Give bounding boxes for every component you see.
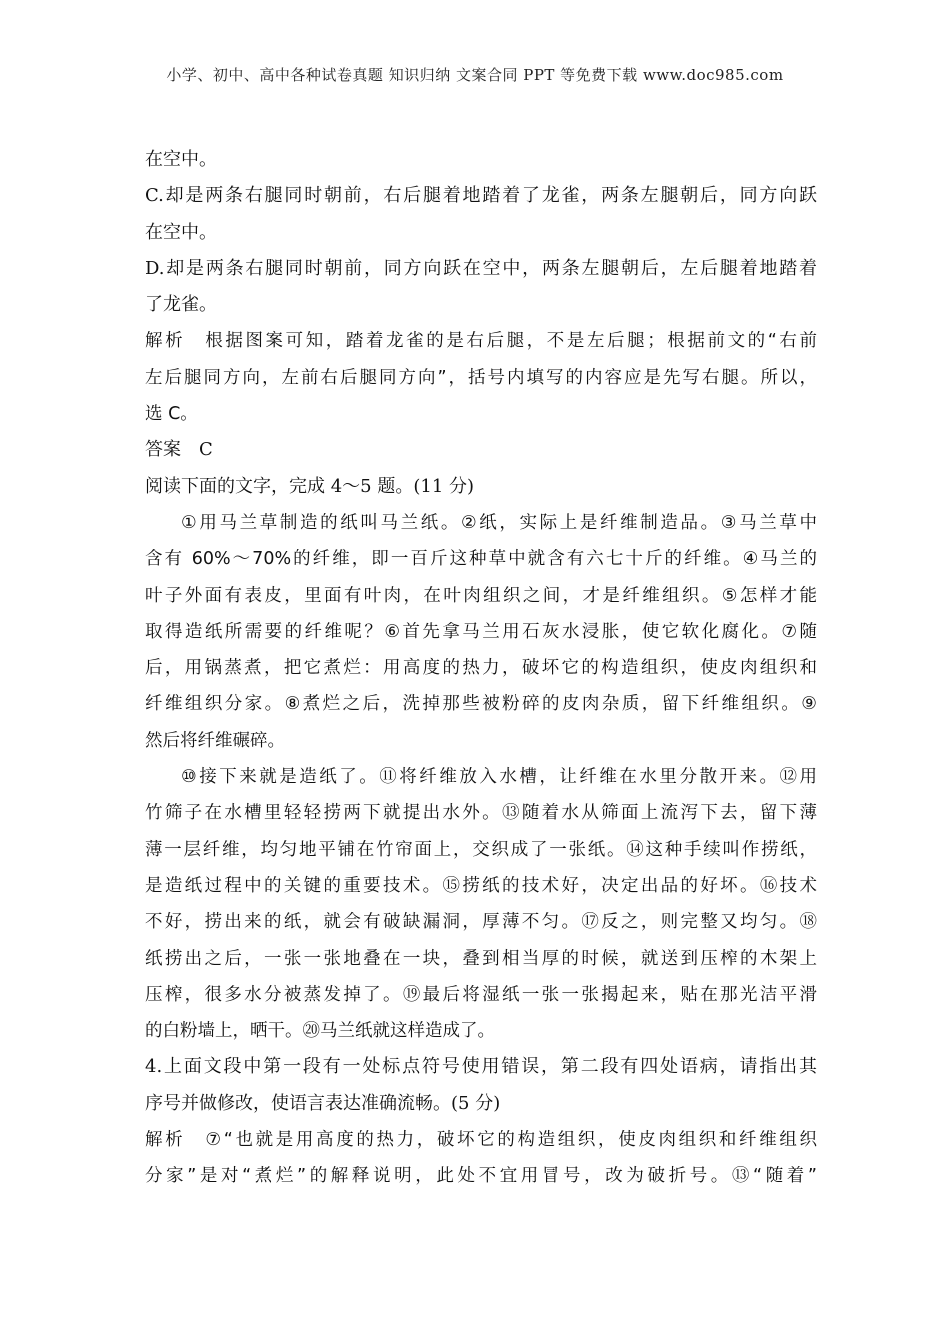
- text-line: 选 C。: [145, 404, 198, 425]
- text-line: 然后将纤维碾碎。: [145, 730, 285, 751]
- text-line: 含有 60%～70%的纤维，即一百斤这种草中就含有六七十斤的纤维。④马兰的: [145, 549, 817, 570]
- text-line: 序号并做修改，使语言表达准确流畅。(5 分): [145, 1092, 501, 1114]
- text-line: D.却是两条右腿同时朝前，同方向跃在空中，两条左腿朝后，左后腿着地踏着: [145, 257, 817, 279]
- text-line: 答案 C: [145, 439, 213, 461]
- text-line: 了龙雀。: [145, 294, 217, 316]
- page-header-watermark: 小学、初中、高中各种试卷真题 知识归纳 文案合同 PPT 等免费下载 www.doc985.com: [166, 66, 784, 84]
- text-line: 取得造纸所需要的纤维呢？⑥首先拿马兰用石灰水浸胀，使它软化腐化。⑦随: [145, 621, 817, 642]
- text-line: ①用马兰草制造的纸叫马兰纸。②纸，实际上是纤维制造品。③马兰草中: [181, 512, 817, 533]
- text-line: 纤维组织分家。⑧煮烂之后，洗掉那些被粉碎的皮肉杂质，留下纤维组织。⑨: [145, 694, 817, 715]
- text-line: ⑩接下来就是造纸了。⑪将纤维放入水槽，让纤维在水里分散开来。⑫用: [181, 767, 817, 788]
- text-line: 压榨，很多水分被蒸发掉了。⑲最后将湿纸一张一张揭起来，贴在那光洁平滑: [145, 984, 817, 1005]
- text-line: 竹筛子在水槽里轻轻捞两下就提出水外。⑬随着水从筛面上流泻下去，留下薄: [145, 803, 817, 824]
- text-line: C.却是两条右腿同时朝前，右后腿着地踏着了龙雀，两条左腿朝后，同方向跃: [145, 185, 817, 207]
- text-line: 薄一层纤维，均匀地平铺在竹帘面上，交织成了一张纸。⑭这种手续叫作捞纸，: [145, 839, 817, 860]
- document-body: [145, 142, 817, 1195]
- text-line: 左后腿同方向，左前右后腿同方向”，括号内填写的内容应是先写右腿。所以，: [145, 367, 817, 388]
- text-line: 的白粉墙上，晒干。⑳马兰纸就这样造成了。: [145, 1021, 495, 1042]
- text-line: 解析 根据图案可知，踏着龙雀的是右后腿，不是左后腿；根据前文的“右前: [145, 331, 817, 352]
- text-line: 后，用锅蒸煮，把它煮烂：用高度的热力，破坏它的构造组织，使皮肉组织和: [145, 658, 817, 679]
- text-line: 叶子外面有表皮，里面有叶肉，在叶肉组织之间，才是纤维组织。⑤怎样才能: [145, 585, 817, 606]
- text-line: 4.上面文段中第一段有一处标点符号使用错误，第二段有四处语病，请指出其: [145, 1056, 817, 1078]
- text-line: 阅读下面的文字，完成 4～5 题。(11 分): [145, 475, 475, 497]
- text-line: 不好，捞出来的纸，就会有破缺漏洞，厚薄不匀。⑰反之，则完整又均匀。⑱: [145, 912, 817, 933]
- text-line: 分家”是对“煮烂”的解释说明，此处不宜用冒号，改为破折号。⑬“随着”: [145, 1166, 817, 1187]
- text-line: 纸捞出之后，一张一张地叠在一块，叠到相当厚的时候，就送到压榨的木架上: [145, 948, 817, 969]
- text-line: 在空中。: [145, 221, 217, 243]
- text-line: 解析 ⑦“也就是用高度的热力，破坏它的构造组织，使皮肉组织和纤维组织: [145, 1130, 817, 1151]
- text-line: 是造纸过程中的关键的重要技术。⑮捞纸的技术好，决定出品的好坏。⑯技术: [145, 875, 817, 896]
- text-line: 在空中。: [145, 149, 217, 170]
